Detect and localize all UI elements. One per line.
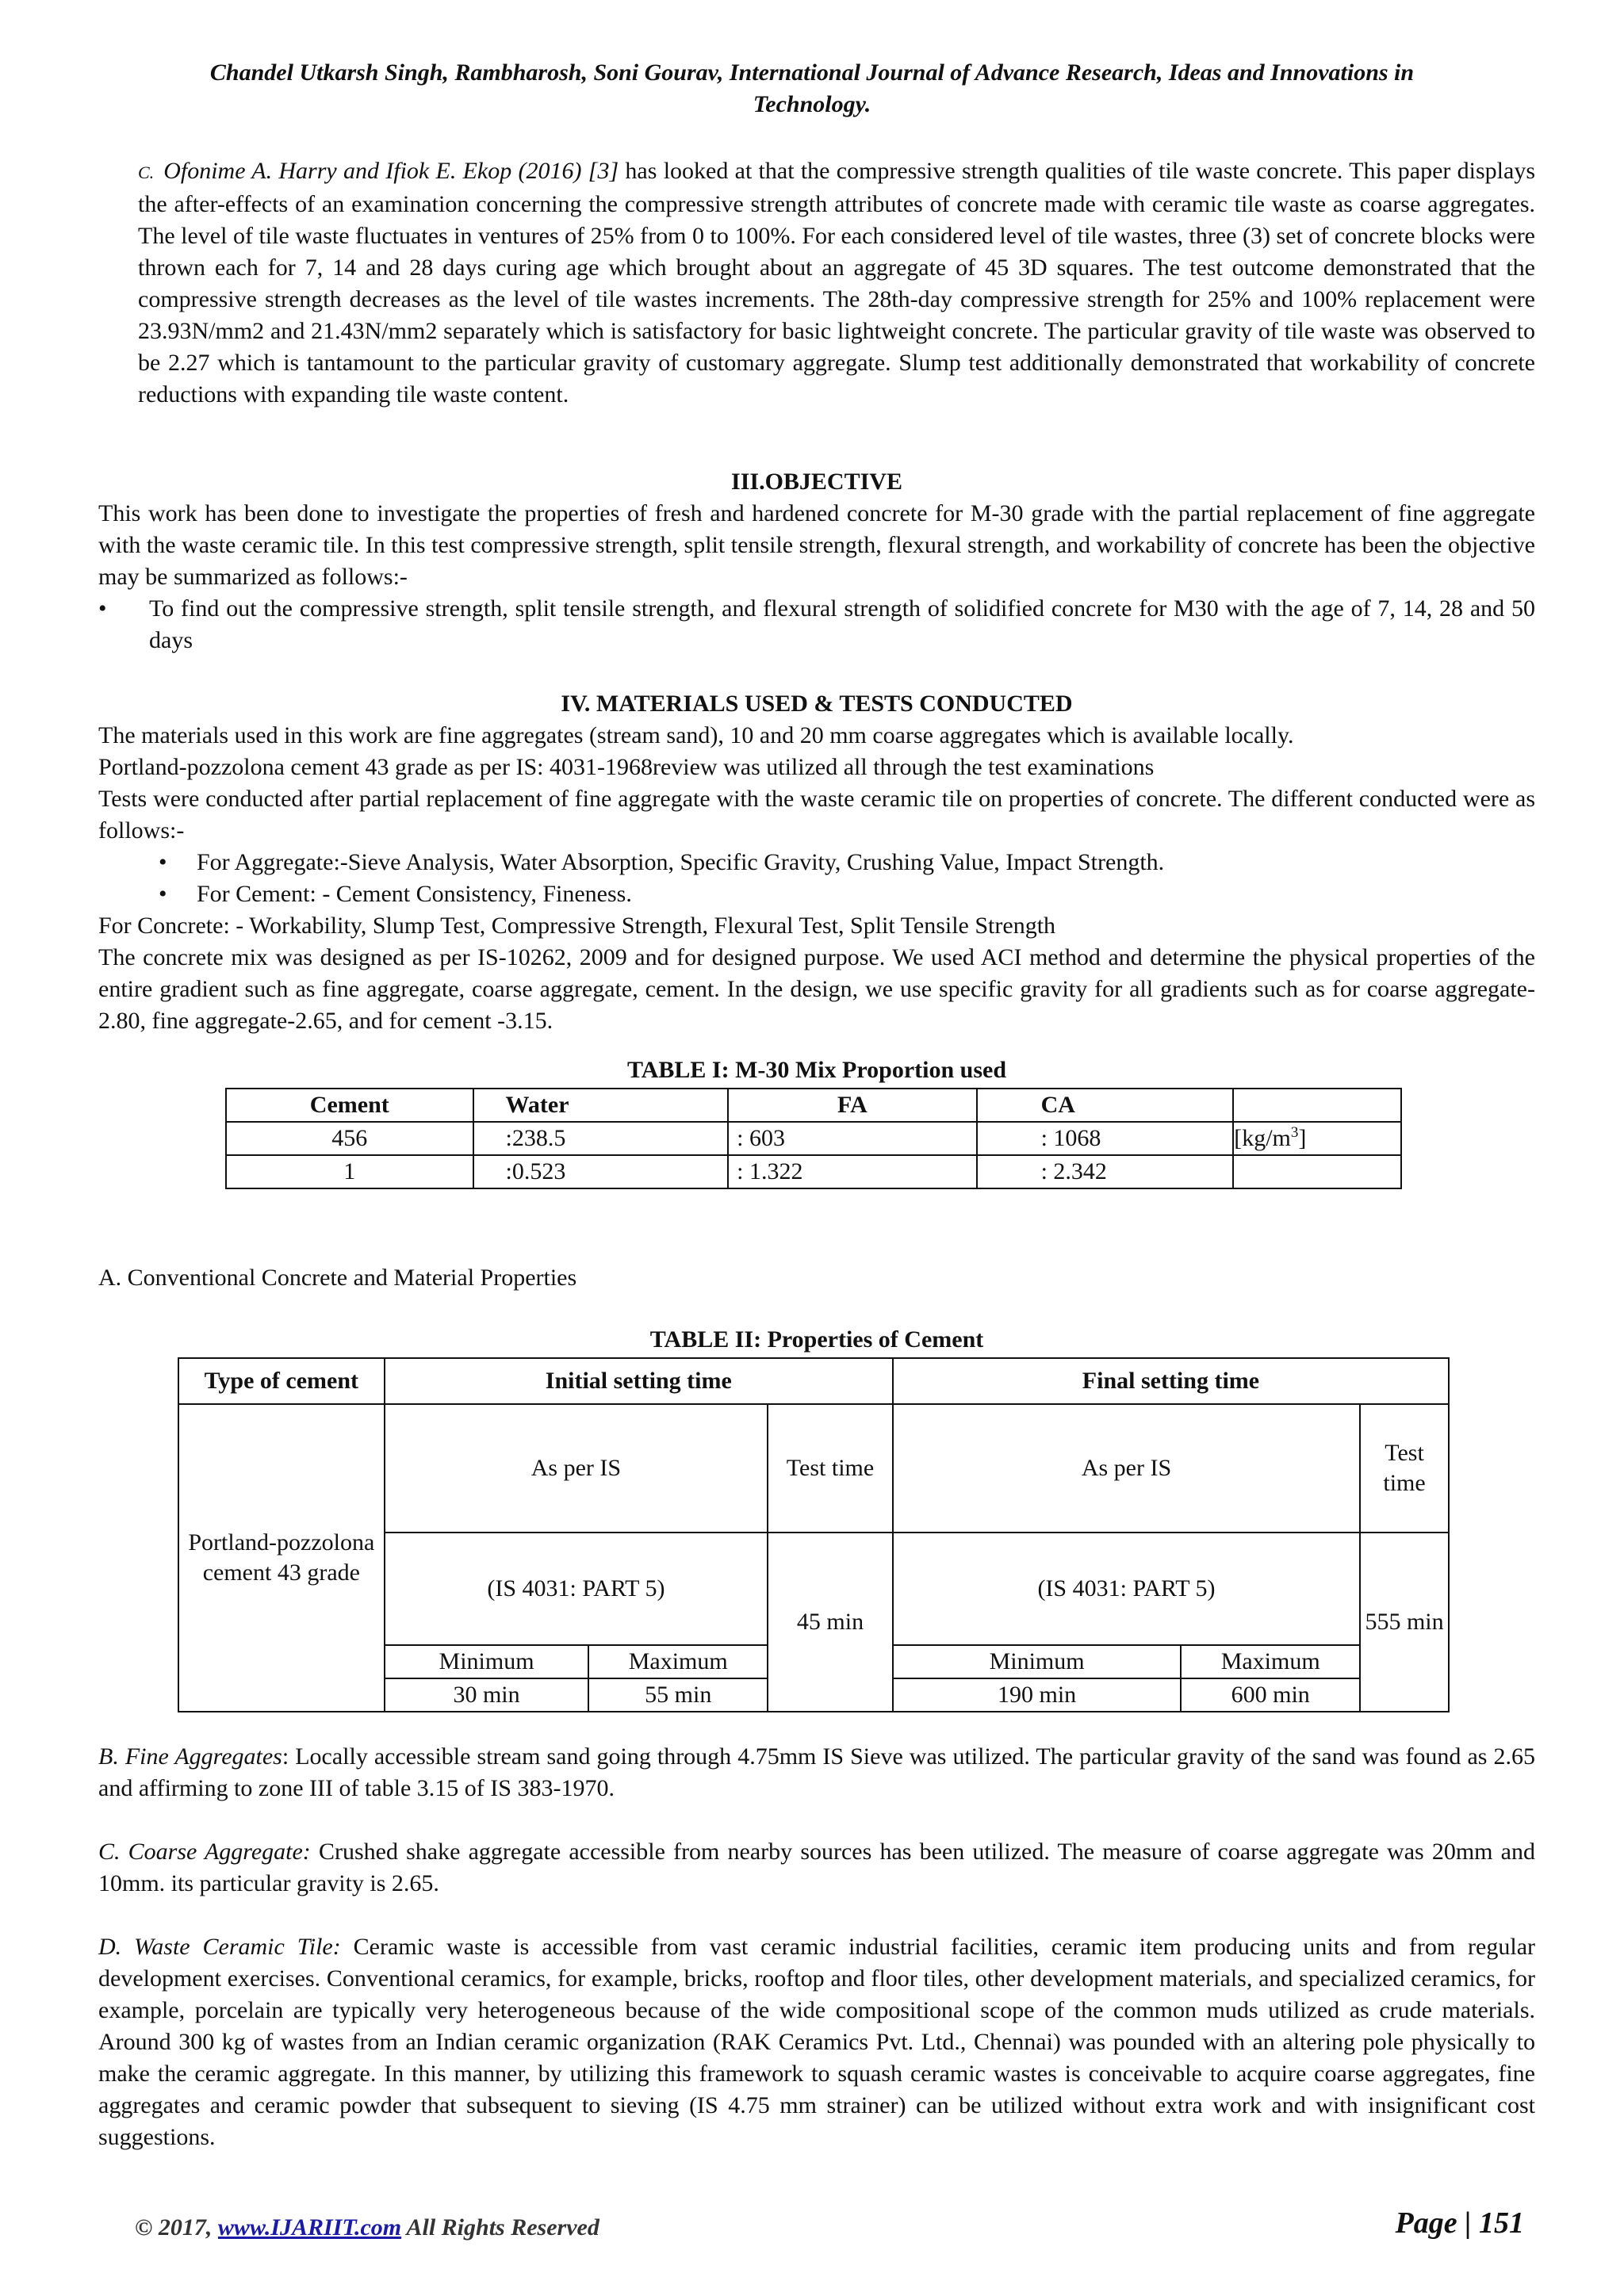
table-cell: :0.523 (473, 1155, 729, 1188)
table-cell: Portland-pozzolona cement 43 grade (178, 1404, 385, 1712)
table-header-cell: Initial setting time (385, 1358, 893, 1404)
table-cell: 1 (226, 1155, 473, 1188)
table-header-cell: CA (977, 1089, 1234, 1122)
table2-cement-properties (178, 1357, 1450, 1712)
copyright-text: © 2017, (135, 2214, 218, 2241)
materials-paragraph-3: The concrete mix was designed as per IS-10262, 2009 and for designed purpose. We used ACI method and determine the physical properties of the entire gradient such as fine aggregate, coarse aggregate, cement. In the design, we use specific gravity for all gradients such as for coarse aggregate-2.80, fine aggregate-2.65, and for cement -3.15. (98, 944, 1535, 1034)
table-cell: Test time (1360, 1404, 1449, 1533)
table-cell: : 603 (728, 1122, 976, 1155)
table-row (226, 1089, 1401, 1122)
table-cell: As per IS (893, 1404, 1360, 1533)
section-a-heading: A. Conventional Concrete and Material Properties (98, 1265, 577, 1291)
fine-aggregates-paragraph (98, 1741, 1535, 1804)
rights-text: All Rights Reserved (401, 2214, 599, 2241)
objective-heading: III.OBJECTIVE (731, 469, 902, 495)
table-cell: As per IS (385, 1404, 768, 1533)
objective-paragraph: This work has been done to investigate the properties of fresh and hardened concrete for M-30 grade with the partial replacement of fine aggregate with the waste ceramic tile. In this test compressive strength, split tensile strength, flexural strength, and workability of concrete has been the objective may be summarized as follows:- (98, 500, 1535, 590)
reference-c-paragraph (138, 155, 1535, 411)
table-cell: Maximum (1181, 1645, 1360, 1678)
table-unit-cell (1233, 1122, 1401, 1155)
unit-superscript: 3 (1290, 1124, 1299, 1141)
waste-ceramic-tile-paragraph (98, 1931, 1535, 2153)
reference-indent-spacer (167, 187, 174, 195)
table-header-cell: Water (473, 1089, 729, 1122)
table-row (178, 1404, 1449, 1533)
table-cell: 55 min (588, 1678, 768, 1712)
materials-paragraph-2: Tests were conducted after partial replacement of fine aggregate with the waste ceramic tile on properties of concrete. The different conducted were as follows:- (98, 786, 1535, 844)
table-cell: 555 min (1360, 1533, 1449, 1712)
table-cell: 190 min (893, 1678, 1181, 1712)
table-header-cell: Type of cement (178, 1358, 385, 1404)
page-number: Page | 151 (1395, 2206, 1524, 2240)
reference-authors: Ofonime A. Harry and Ifiok E. Ekop (2016) [3] (163, 158, 619, 184)
running-header (87, 57, 1537, 121)
table-header-cell: Final setting time (893, 1358, 1449, 1404)
table-cell: :238.5 (473, 1122, 729, 1155)
coarse-aggregate-paragraph (98, 1836, 1535, 1900)
fine-aggregates-label: B. Fine Aggregates (98, 1743, 282, 1770)
waste-ceramic-tile-text: Ceramic waste is accessible from vast ceramic industrial facilities, ceramic item producing units and from regular development exercises. Conventional ceramics, for example, bricks, rooftop and floor tiles, other development materials, and specialized ceramics, for example, porcelain are typically very heterogeneous because of the wide compositional scope of the common muds utilized as crude materials. Around 300 kg of wastes from an Indian ceramic organization (RAK Ceramics Pvt. Ltd., Chennai) was pounded with an altering pole physically to make the ceramic aggregate. In this manner, by utilizing this framework to squash ceramic wastes is conceivable to acquire coarse aggregates, fine aggregates and ceramic powder that subsequent to sieving (IS 4.75 mm strainer) can be utilized without extra work and with insignificant cost suggestions. (98, 1934, 1535, 2150)
table-header-cell (1233, 1089, 1401, 1122)
materials-concrete-line: For Concrete: - Workability, Slump Test, Compressive Strength, Flexural Test, Split Tensile Strength (98, 913, 1056, 939)
materials-item-text: For Cement: - Cement Consistency, Fineness. (197, 881, 632, 907)
site-link[interactable]: www.IJARIIT.com (217, 2214, 402, 2241)
table2-caption: TABLE II: Properties of Cement (649, 1326, 984, 1353)
table-cell: (IS 4031: PART 5) (893, 1533, 1360, 1645)
table-cell: 45 min (768, 1533, 893, 1712)
header-line-2: Technology. (753, 91, 871, 117)
unit-close: ] (1298, 1125, 1307, 1151)
table-cell: Minimum (893, 1645, 1181, 1678)
materials-item-text: For Aggregate:-Sieve Analysis, Water Absorption, Specific Gravity, Crushing Value, Impact Strength. (197, 849, 1165, 875)
table-row (226, 1122, 1401, 1155)
table-row (178, 1358, 1449, 1404)
table-row (226, 1155, 1401, 1188)
materials-heading: IV. MATERIALS USED & TESTS CONDUCTED (561, 691, 1073, 717)
waste-ceramic-tile-label: D. Waste Ceramic Tile: (98, 1934, 341, 1960)
table-header-cell: FA (728, 1089, 976, 1122)
table-cell: : 1068 (977, 1122, 1234, 1155)
fine-aggregates-text: : Locally accessible stream sand going through 4.75mm IS Sieve was utilized. The particular gravity of the sand was found as 2.65 and affirming to zone III of table 3.15 of IS 383-1970. (98, 1743, 1535, 1801)
table-cell: : 1.322 (728, 1155, 976, 1188)
unit-text: [kg/m (1234, 1125, 1291, 1151)
table-cell (1233, 1155, 1401, 1188)
table-cell: 600 min (1181, 1678, 1360, 1712)
table1-mix-proportion (225, 1088, 1402, 1189)
table-cell: : 2.342 (977, 1155, 1234, 1188)
table-cell: 30 min (385, 1678, 589, 1712)
materials-paragraph-1: The materials used in this work are fine aggregates (stream sand), 10 and 20 mm coarse aggregates which is available locally. (98, 722, 1294, 748)
bullet-symbol: • (98, 595, 107, 622)
reference-text: has looked at that the compressive strength qualities of tile waste concrete. This paper displays the after-effects of an examination concerning the compressive strength attributes of concrete made with ceramic tile waste as coarse aggregates. The level of tile waste fluctuates in ventures of 25% from 0 to 100%. For each considered level of tile wastes, three (3) set of concrete blocks were thrown each for 7, 14 and 28 days curing age which brought about an aggregate of 45 3D squares. The test outcome demonstrated that the compressive strength decreases as the level of tile wastes increments. The 28th-day compressive strength for 25% and 100% replacement were 23.93N/mm2 and 21.43N/mm2 separately which is satisfactory for basic lightweight concrete. The particular gravity of tile waste was observed to be 2.27 which is tantamount to the particular gravity of customary aggregate. Slump test additionally demonstrated that workability of concrete reductions with expanding tile waste content. (138, 158, 1535, 408)
table-cell: 456 (226, 1122, 473, 1155)
table-cell: Maximum (588, 1645, 768, 1678)
bullet-symbol: • (159, 881, 167, 907)
table-cell: Test time (768, 1404, 893, 1533)
coarse-aggregate-label: C. Coarse Aggregate: (98, 1839, 311, 1865)
table-header-cell: Cement (226, 1089, 473, 1122)
reference-marker: C. (138, 163, 155, 182)
table-cell: Minimum (385, 1645, 589, 1678)
bullet-symbol: • (159, 849, 167, 875)
header-line-1: Chandel Utkarsh Singh, Rambharosh, Soni Gourav, International Journal of Advance Research, Ideas and Innovations in (209, 59, 1415, 86)
table-cell: (IS 4031: PART 5) (385, 1533, 768, 1645)
objective-bullet-text: To find out the compressive strength, split tensile strength, and flexural strength of solidified concrete for M30 with the age of 7, 14, 28 and 50 days (149, 595, 1535, 653)
table1-caption: TABLE I: M-30 Mix Proportion used (626, 1057, 1007, 1083)
materials-paragraph-1b: Portland-pozzolona cement 43 grade as per IS: 4031-1968review was utilized all through the test examinations (98, 754, 1155, 780)
footer-copyright (135, 2212, 599, 2244)
coarse-aggregate-text: Crushed shake aggregate accessible from nearby sources has been utilized. The measure of coarse aggregate was 20mm and 10mm. its particular gravity is 2.65. (98, 1839, 1535, 1896)
